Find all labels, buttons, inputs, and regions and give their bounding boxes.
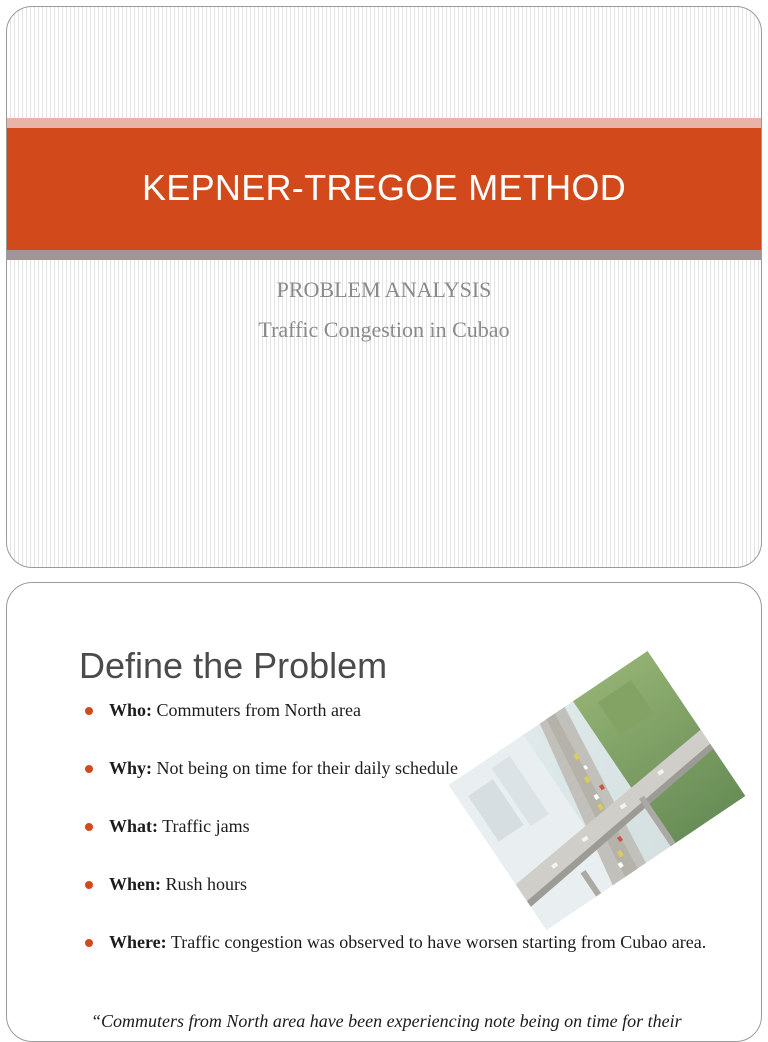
bullet-text: Rush hours	[161, 874, 248, 894]
bullet-label: Where:	[109, 932, 167, 952]
bullet-label: Who:	[109, 700, 153, 720]
bullet-label: When:	[109, 874, 162, 894]
bullet-dot-icon	[85, 939, 93, 947]
content-slide	[6, 582, 762, 1042]
bullet-dot-icon	[85, 881, 93, 889]
slide-title: KEPNER-TREGOE METHOD	[141, 167, 627, 208]
bullet-text: Commuters from North area	[152, 700, 361, 720]
bullet-text: Not being on time for their daily schedule	[152, 758, 458, 778]
list-item	[85, 699, 725, 722]
accent-strip-bottom	[7, 250, 761, 260]
slide-subtitle-2: Traffic Congestion in Cubao	[258, 317, 510, 342]
accent-strip-top	[7, 118, 761, 128]
slide-heading: Define the Problem	[79, 645, 388, 686]
list-item	[85, 815, 725, 838]
bullet-label: Why:	[109, 758, 153, 778]
bullet-dot-icon	[85, 823, 93, 831]
bullet-dot-icon	[85, 765, 93, 773]
title-slide	[6, 6, 762, 568]
slide-subtitle-1: PROBLEM ANALYSIS	[276, 277, 492, 302]
bullet-dot-icon	[85, 707, 93, 715]
list-item	[85, 757, 725, 780]
bullet-text: Traffic congestion was observed to have worsen starting from Cubao area.	[166, 932, 707, 952]
bullet-label: What:	[109, 816, 158, 836]
bullet-text: Traffic jams	[158, 816, 250, 836]
problem-statement-quote: “Commuters from North area have been experiencing note being on time for their	[91, 1011, 682, 1031]
list-item	[85, 873, 725, 896]
list-item	[85, 931, 725, 954]
